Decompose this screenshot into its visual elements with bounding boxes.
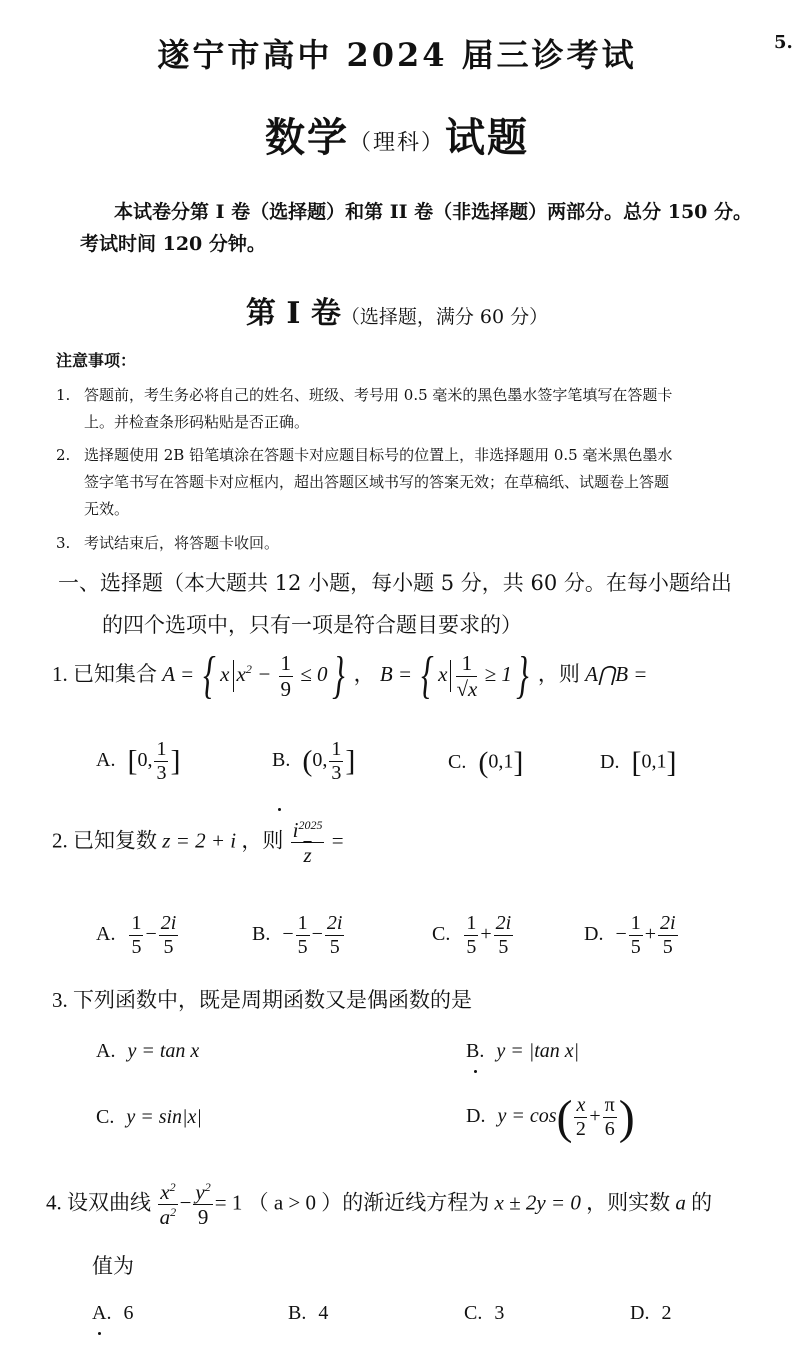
note-item-2 (56, 442, 756, 523)
question-4: 4. 设双曲线 $\frac{x^2}{a^2}$ − $\frac{y^2}{9}$ = 1 （ a > 0 ）的渐近线方程为 x ± 2y = 0 ，则实数 a 的 (46, 1180, 713, 1230)
q4-asymptote: x ± 2y = 0 (494, 1190, 581, 1215)
question-3 (52, 984, 472, 1014)
exam-title: 遂宁市高中 2024 届三诊考试 (157, 36, 637, 74)
note-num: 1. (56, 386, 71, 404)
q3-option-b (466, 1040, 579, 1063)
part1-line2: 的四个选项中，只有一项是符合题目要求的） (102, 613, 522, 637)
q4-option-d (630, 1302, 671, 1325)
section1-heading (0, 288, 794, 332)
q1-num: 1. (52, 661, 68, 686)
q1-set-a: A = { x $x^2$ − $\frac{1}{9}$ ≤ 0} (162, 647, 345, 704)
option-label: A. (92, 1302, 112, 1324)
q2-option-c: C. $\frac{1}{5}$ + $\frac{2i}{5}$ (432, 912, 512, 958)
option-label: B. (288, 1302, 307, 1324)
notes-title: 注意事项： (56, 351, 137, 370)
intro-paragraph: 本试卷分第 I 卷（选择题）和第 II 卷（非选择题）两部分。总分 150 分。考试时间 120 分钟。 (80, 201, 753, 255)
q4-frac-x: $\frac{x^2}{a^2}$ (159, 1180, 177, 1230)
q1-tail: ，则 (537, 661, 580, 686)
q2-num: 2. (52, 828, 68, 853)
option-label: C. (432, 923, 451, 946)
q3-stem: 下列函数中，既是周期函数又是偶函数的是 (73, 988, 472, 1012)
note-num: 3. (56, 534, 71, 552)
q1-sep: ， (353, 661, 375, 686)
option-expr: y = tan x (127, 1040, 200, 1062)
section1-title: 第 I 卷 (245, 296, 341, 331)
subject-title (0, 106, 794, 163)
print-speck (278, 808, 281, 811)
option-label: C. (96, 1106, 115, 1128)
q4-frac-y: $\frac{y^2}{9}$ (195, 1180, 211, 1230)
part1-heading (58, 562, 768, 646)
q3-option-a (96, 1040, 199, 1063)
q4-var-a: a (675, 1190, 686, 1215)
q2-stem: 已知复数 (73, 828, 157, 853)
q3-option-c (96, 1106, 202, 1129)
note-text: 考试结束后，将答题卡收回。 (84, 534, 280, 552)
part1-line1: 一、选择题（本大题共 12 小题，每小题 5 分，共 60 分。在每小题给出 (58, 571, 732, 595)
q2-option-b: B. − $\frac{1}{5}$ − $\frac{2i}{5}$ (252, 912, 343, 958)
q2-option-a: A. $\frac{1}{5}$ − $\frac{2i}{5}$ (96, 912, 177, 958)
note-text: 无效。 (84, 500, 130, 518)
q4-tail2: 的 (691, 1190, 713, 1215)
q3-option-d: D. y = cos( $\frac{x}{2}$ + $\frac{\pi}{6}$ ) (466, 1091, 635, 1144)
q1-ask: A⋂B = (585, 661, 648, 686)
q2-z: z = 2 + i (162, 828, 237, 853)
note-text: 答题前，考生务必将自己的姓名、班级、考号用 0.5 毫米的黑色墨水签字笔填写在答题卡 (84, 386, 673, 404)
q4-tail: ，则实数 (586, 1190, 671, 1215)
option-value: 6 (123, 1302, 134, 1324)
q4-option-a (92, 1302, 133, 1325)
q4-line2: 值为 (92, 1254, 134, 1278)
option-label: B. (272, 749, 291, 772)
option-label: A. (96, 923, 116, 946)
subject-name: 数学 (264, 114, 349, 161)
option-label: B. (466, 1040, 485, 1062)
q3-num: 3. (52, 988, 68, 1012)
option-label: A. (96, 1040, 116, 1062)
note-item-1 (56, 382, 756, 436)
note-num: 2. (56, 446, 71, 464)
q1-stem: 已知集合 (73, 661, 157, 686)
q4-option-b (288, 1302, 328, 1325)
print-speck (98, 1332, 101, 1335)
option-label: C. (464, 1302, 483, 1324)
print-speck (474, 1070, 477, 1073)
option-label: D. (600, 750, 620, 773)
q1-option-b: B. (0, $\frac{1}{3}$ ] (272, 738, 356, 784)
option-value: 4 (318, 1302, 329, 1324)
subject-end: 试题 (445, 114, 529, 161)
option-label: C. (448, 750, 467, 773)
option-label: D. (466, 1105, 486, 1128)
q1-set-b: B = { x $\frac{1}{√x}$ ≥ 1} (379, 647, 529, 704)
question-2: 2. 已知复数 z = 2 + i ，则 $\frac{i^{2025}}{z}$ = (52, 818, 344, 868)
option-label: D. (584, 923, 604, 946)
q1-option-a: A. [0, $\frac{1}{3}$ ] (96, 738, 181, 784)
q2-tail: ，则 (241, 828, 284, 853)
option-expr: y = |tan x| (496, 1040, 580, 1062)
note-text: 签字笔书写在答题卡对应框内，超出答题区域书写的答案无效；在草稿纸、试题卷上答题 (84, 473, 670, 491)
section1-subtitle: （选择题，满分 60 分） (340, 306, 549, 328)
option-label: D. (630, 1302, 650, 1324)
page-corner-mark: 5. (774, 32, 793, 53)
option-expr: y = sin|x| (126, 1106, 202, 1128)
q2-option-d: D. − $\frac{1}{5}$ + $\frac{2i}{5}$ (584, 912, 676, 958)
q4-option-c (464, 1302, 504, 1325)
note-item-3 (56, 530, 756, 557)
option-label: B. (252, 923, 271, 946)
q1-option-d: D. [0,1] (600, 746, 677, 779)
q4-cond: （ a > 0 ）的渐近线方程为 (247, 1190, 490, 1215)
note-text: 上。并检查条形码粘贴是否正确。 (84, 413, 310, 431)
q1-option-c: C. (0,1] (448, 746, 524, 779)
q2-fraction: $\frac{i^{2025}}{z}$ (292, 818, 323, 868)
option-expr: y = cos (497, 1105, 557, 1128)
q2-power: 2025 (298, 818, 323, 832)
option-value: 2 (661, 1302, 672, 1324)
option-value: 3 (494, 1302, 505, 1324)
subject-sub: （理科） (348, 130, 445, 156)
note-text: 选择题使用 2B 铅笔填涂在答题卡对应题目标号的位置上，非选择题用 0.5 毫米黑色墨水 (84, 446, 673, 464)
question-1 (52, 647, 648, 704)
q4-num: 4. (46, 1190, 62, 1215)
q4-stem: 设双曲线 (67, 1190, 151, 1215)
option-label: A. (96, 749, 116, 772)
